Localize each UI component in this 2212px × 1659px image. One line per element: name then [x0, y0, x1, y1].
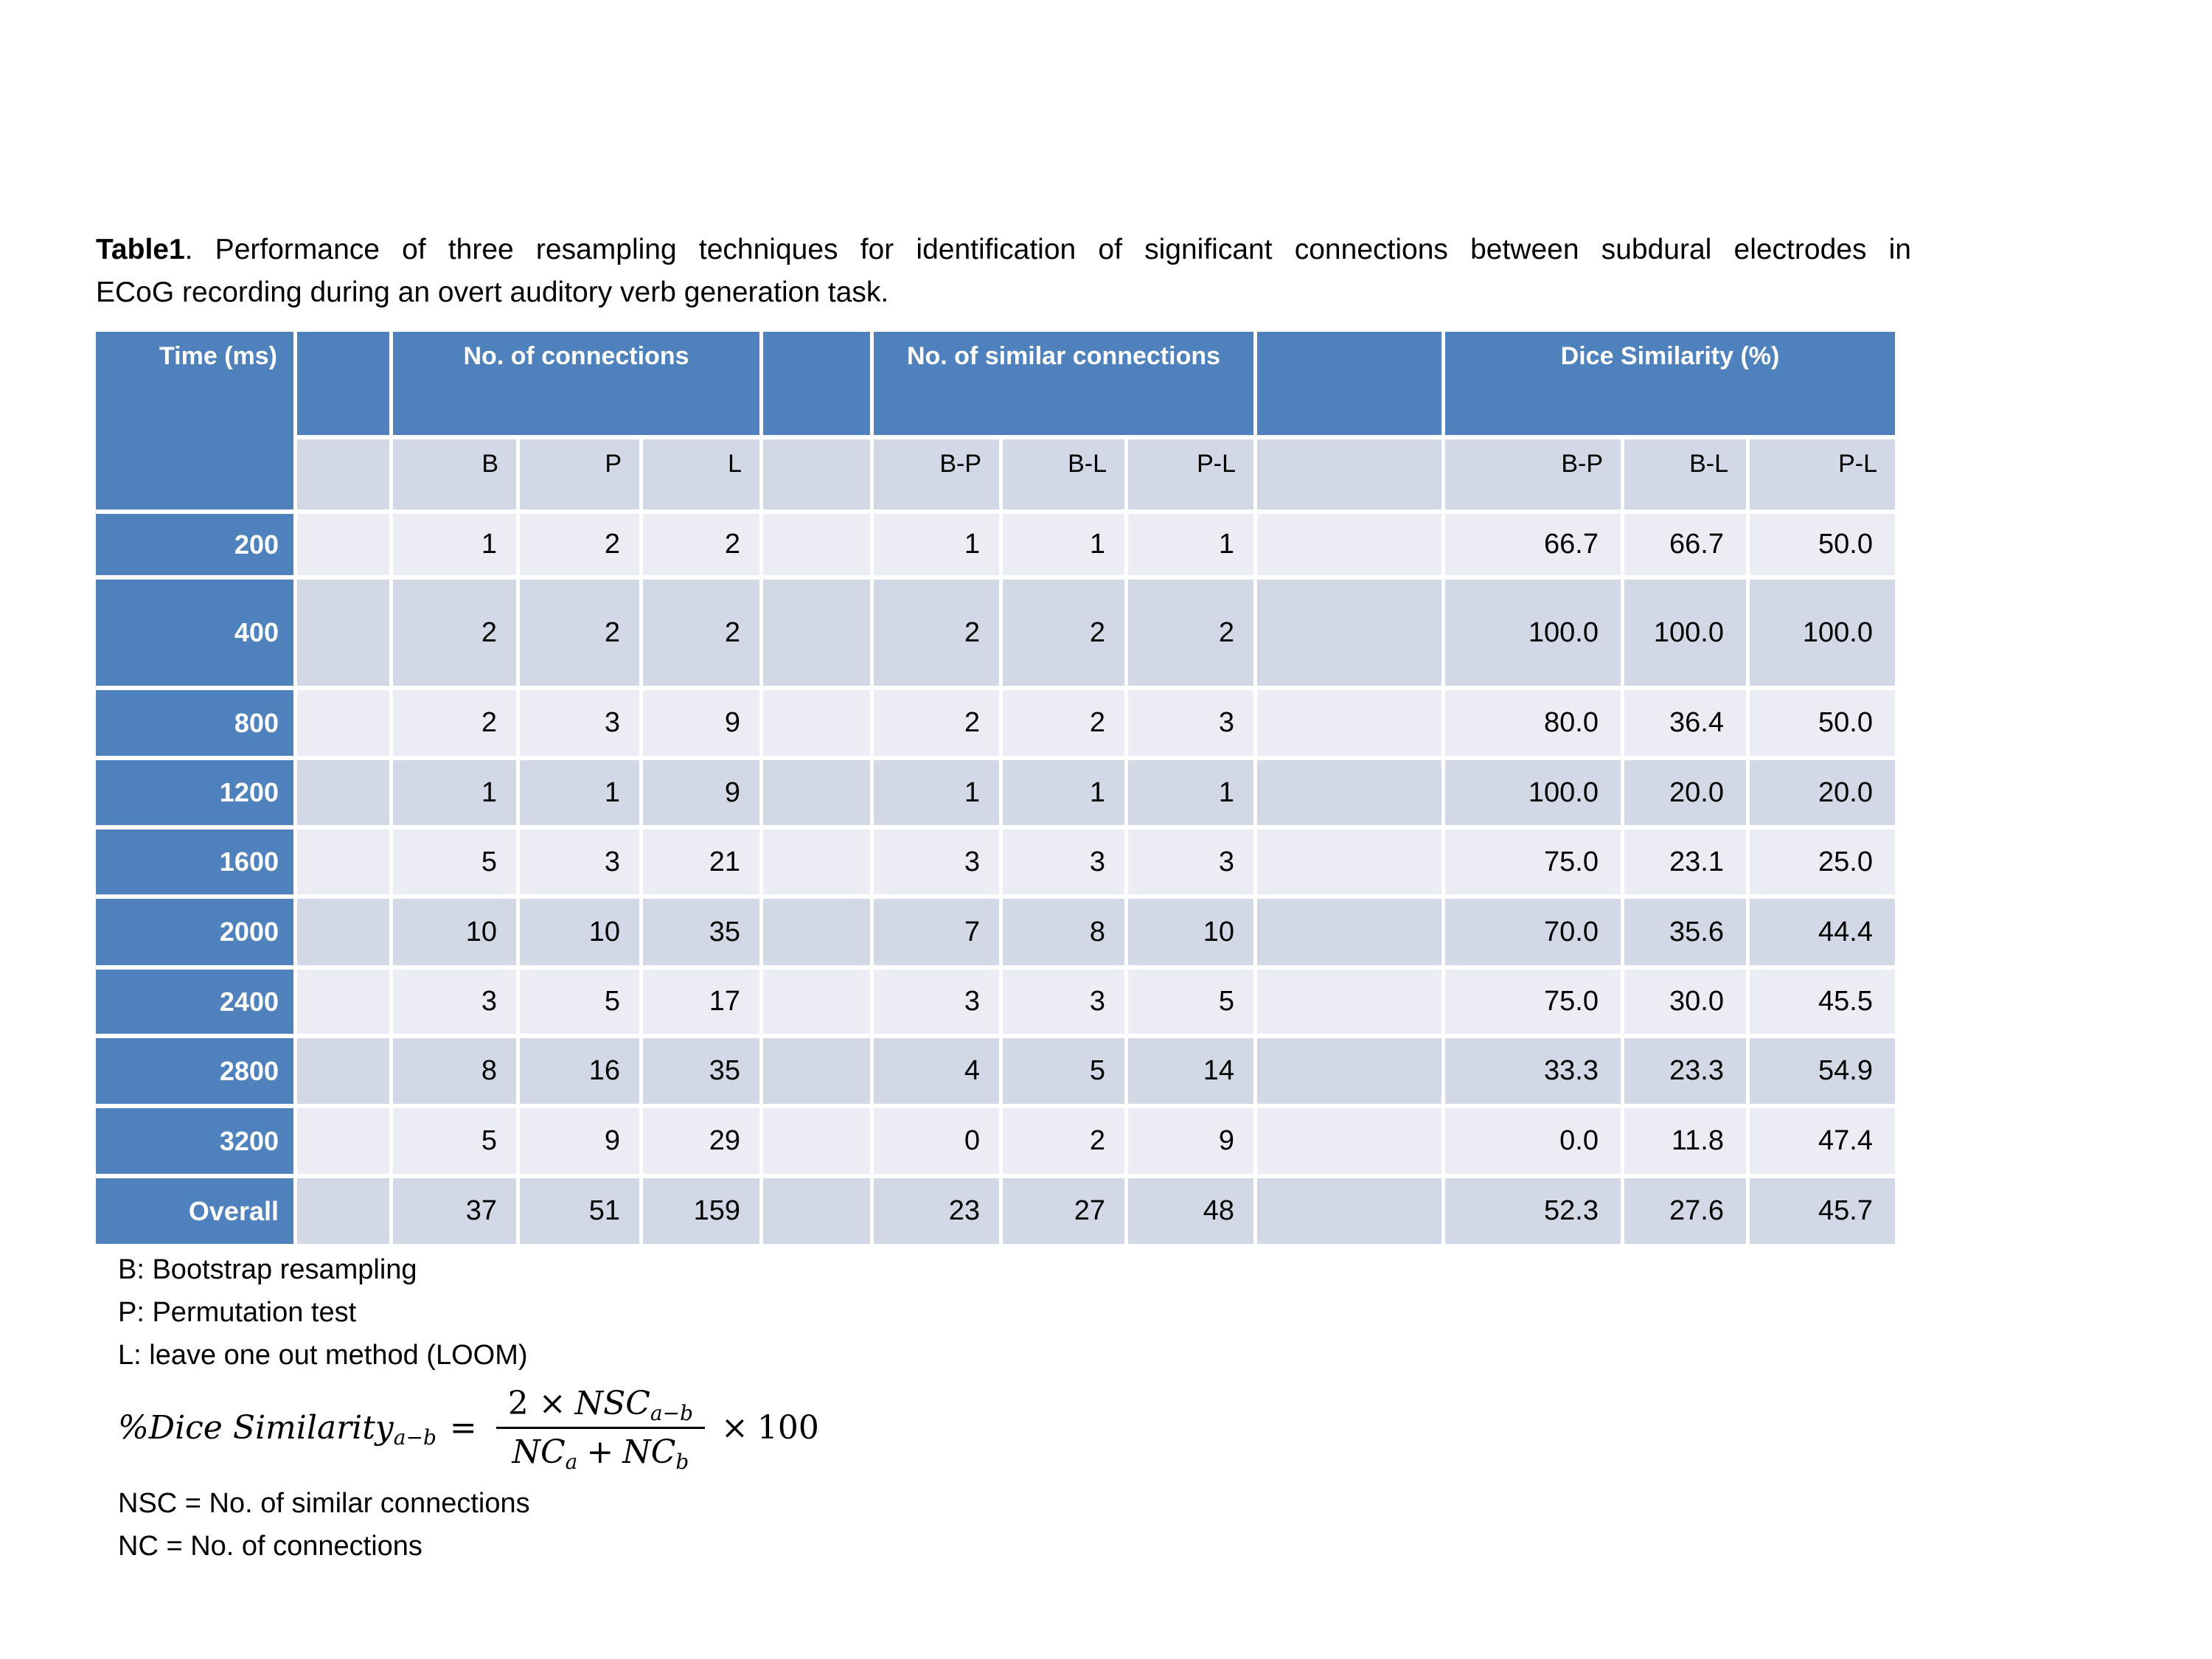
- time-cell: 200: [96, 514, 293, 575]
- subheader-dice-bl-cell: B-L: [1624, 439, 1746, 509]
- subheader-nsc-pl-cell: P-L: [1128, 439, 1253, 509]
- nc-p-cell: 51: [520, 1178, 639, 1244]
- dice-pl-cell: 100.0: [1750, 580, 1895, 686]
- time-cell: 400: [96, 580, 293, 686]
- dice-bp-cell: 80.0: [1445, 690, 1621, 756]
- spacer-cell: [297, 514, 389, 575]
- subheader-spacer-cell: [763, 439, 870, 509]
- spacer-cell: [763, 1178, 870, 1244]
- formula-numerator-coefficient: 2 ×: [507, 1385, 566, 1422]
- dice-bl-cell: 11.8: [1624, 1108, 1746, 1174]
- nc-b-cell: 2: [393, 690, 516, 756]
- note-p: P: Permutation test: [118, 1297, 357, 1328]
- dice-pl-cell: 47.4: [1750, 1108, 1895, 1174]
- nsc-bp-cell: 3: [874, 830, 999, 894]
- nsc-bl-cell: 5: [1003, 1038, 1124, 1104]
- nsc-bp-cell: 0: [874, 1108, 999, 1174]
- formula-denominator-sub2: b: [675, 1450, 689, 1474]
- formula-lhs-subscript: a−b: [393, 1425, 437, 1450]
- dice-pl-cell: 20.0: [1750, 760, 1895, 825]
- dice-pl-cell: 50.0: [1750, 690, 1895, 756]
- nc-b-cell: 37: [393, 1178, 516, 1244]
- time-cell: 800: [96, 690, 293, 756]
- caption-line1: [96, 229, 1911, 271]
- formula-numerator-subscript: a−b: [650, 1401, 693, 1425]
- nsc-pl-cell: 1: [1128, 760, 1253, 825]
- subheader-nsc-bl-cell: B-L: [1003, 439, 1124, 509]
- time-cell: 3200: [96, 1108, 293, 1174]
- spacer-cell: [297, 1038, 389, 1104]
- dice-bp-cell: 33.3: [1445, 1038, 1621, 1104]
- formula-denominator: [512, 1429, 689, 1474]
- nsc-pl-cell: 10: [1128, 899, 1253, 965]
- nsc-pl-cell: 14: [1128, 1038, 1253, 1104]
- time-cell: 2800: [96, 1038, 293, 1104]
- nsc-bl-cell: 3: [1003, 830, 1124, 894]
- dice-bp-cell: 100.0: [1445, 580, 1621, 686]
- dice-bl-cell: 35.6: [1624, 899, 1746, 965]
- dice-bp-cell: 75.0: [1445, 970, 1621, 1034]
- nsc-bl-cell: 27: [1003, 1178, 1124, 1244]
- nsc-bl-cell: 2: [1003, 580, 1124, 686]
- dice-bl-cell: 20.0: [1624, 760, 1746, 825]
- spacer-cell: [297, 899, 389, 965]
- spacer-cell: [763, 830, 870, 894]
- nsc-bp-cell: 2: [874, 690, 999, 756]
- nsc-bp-cell: 4: [874, 1038, 999, 1104]
- nc-p-cell: 5: [520, 970, 639, 1034]
- caption-line2: ECoG recording during an overt auditory verb generation task.: [96, 276, 889, 308]
- time-cell: 1200: [96, 760, 293, 825]
- spacer-cell: [1257, 899, 1441, 965]
- header-spacer-cell: [1257, 332, 1441, 435]
- caption-table-number: Table1: [96, 234, 185, 265]
- nc-l-cell: 159: [643, 1178, 759, 1244]
- nc-p-cell: 10: [520, 899, 639, 965]
- nc-b-cell: 1: [393, 514, 516, 575]
- group-header-dice-similarity: Dice Similarity (%): [1445, 332, 1895, 435]
- spacer-cell: [763, 1038, 870, 1104]
- subheader-spacer-cell: [297, 439, 389, 509]
- time-cell: 2400: [96, 970, 293, 1034]
- spacer-cell: [763, 514, 870, 575]
- formula-hundred: 100: [757, 1409, 819, 1447]
- nc-l-cell: 17: [643, 970, 759, 1034]
- dice-bp-cell: 100.0: [1445, 760, 1621, 825]
- dice-similarity-formula: [118, 1385, 819, 1474]
- nc-l-cell: 2: [643, 514, 759, 575]
- dice-bp-cell: 0.0: [1445, 1108, 1621, 1174]
- nc-p-cell: 3: [520, 830, 639, 894]
- dice-bl-cell: 100.0: [1624, 580, 1746, 686]
- nc-l-cell: 9: [643, 690, 759, 756]
- spacer-cell: [297, 970, 389, 1034]
- formula-numerator-variable: NSC: [574, 1385, 650, 1422]
- dice-pl-cell: 54.9: [1750, 1038, 1895, 1104]
- nc-l-cell: 35: [643, 1038, 759, 1104]
- spacer-cell: [297, 580, 389, 686]
- nsc-bl-cell: 2: [1003, 690, 1124, 756]
- header-spacer-cell: [297, 332, 389, 435]
- time-cell: Overall: [96, 1178, 293, 1244]
- nsc-bl-cell: 1: [1003, 514, 1124, 575]
- nsc-bp-cell: 1: [874, 760, 999, 825]
- subheader-nc-b-cell: B: [393, 439, 516, 509]
- nsc-pl-cell: 48: [1128, 1178, 1253, 1244]
- nsc-bl-cell: 8: [1003, 899, 1124, 965]
- table-caption: [96, 229, 1911, 314]
- nsc-pl-cell: 3: [1128, 830, 1253, 894]
- nc-l-cell: 2: [643, 580, 759, 686]
- subheader-spacer-cell: [1257, 439, 1441, 509]
- nsc-bp-cell: 1: [874, 514, 999, 575]
- time-cell: 1600: [96, 830, 293, 894]
- nsc-pl-cell: 2: [1128, 580, 1253, 686]
- note-b: B: Bootstrap resampling: [118, 1254, 417, 1285]
- formula-fraction: [496, 1385, 705, 1474]
- nsc-pl-cell: 9: [1128, 1108, 1253, 1174]
- nc-p-cell: 2: [520, 580, 639, 686]
- spacer-cell: [1257, 514, 1441, 575]
- note-nsc: NSC = No. of similar connections: [118, 1488, 530, 1519]
- nc-b-cell: 10: [393, 899, 516, 965]
- dice-pl-cell: 50.0: [1750, 514, 1895, 575]
- dice-bl-cell: 36.4: [1624, 690, 1746, 756]
- spacer-cell: [1257, 690, 1441, 756]
- note-nc: NC = No. of connections: [118, 1531, 422, 1562]
- nc-p-cell: 1: [520, 760, 639, 825]
- nc-b-cell: 5: [393, 1108, 516, 1174]
- nc-l-cell: 21: [643, 830, 759, 894]
- nsc-pl-cell: 5: [1128, 970, 1253, 1034]
- data-table: [96, 332, 1895, 1244]
- dice-bl-cell: 66.7: [1624, 514, 1746, 575]
- time-header-cell: Time (ms): [96, 332, 293, 509]
- formula-denominator-var1: NC: [512, 1433, 566, 1471]
- spacer-cell: [1257, 580, 1441, 686]
- formula-lhs: %Dice Similarity: [118, 1409, 394, 1447]
- dice-bl-cell: 23.1: [1624, 830, 1746, 894]
- nc-b-cell: 5: [393, 830, 516, 894]
- nsc-bl-cell: 3: [1003, 970, 1124, 1034]
- spacer-cell: [297, 1108, 389, 1174]
- spacer-cell: [1257, 970, 1441, 1034]
- spacer-cell: [763, 690, 870, 756]
- nc-p-cell: 2: [520, 514, 639, 575]
- dice-bl-cell: 30.0: [1624, 970, 1746, 1034]
- spacer-cell: [763, 1108, 870, 1174]
- abbreviation-notes: [118, 1256, 528, 1384]
- spacer-cell: [297, 830, 389, 894]
- caption-line1-text: . Performance of three resampling techniques for identification of significant connections between subdural electrodes in: [184, 234, 1911, 265]
- nc-b-cell: 1: [393, 760, 516, 825]
- nsc-bl-cell: 2: [1003, 1108, 1124, 1174]
- dice-bp-cell: 75.0: [1445, 830, 1621, 894]
- dice-pl-cell: 45.7: [1750, 1178, 1895, 1244]
- formula-times-sign: ×: [721, 1409, 748, 1447]
- nc-b-cell: 8: [393, 1038, 516, 1104]
- spacer-cell: [1257, 830, 1441, 894]
- subheader-nc-p-cell: P: [520, 439, 639, 509]
- spacer-cell: [1257, 760, 1441, 825]
- formula-denominator-sub1: a: [565, 1450, 578, 1474]
- group-header-no-of-connections: No. of connections: [393, 332, 759, 435]
- spacer-cell: [1257, 1178, 1441, 1244]
- dice-pl-cell: 45.5: [1750, 970, 1895, 1034]
- nc-p-cell: 16: [520, 1038, 639, 1104]
- nc-l-cell: 29: [643, 1108, 759, 1174]
- formula-equals: =: [449, 1409, 477, 1447]
- dice-bl-cell: 27.6: [1624, 1178, 1746, 1244]
- nc-p-cell: 3: [520, 690, 639, 756]
- nsc-pl-cell: 1: [1128, 514, 1253, 575]
- nc-l-cell: 35: [643, 899, 759, 965]
- dice-bp-cell: 66.7: [1445, 514, 1621, 575]
- nsc-bp-cell: 23: [874, 1178, 999, 1244]
- formula-denominator-operator: +: [586, 1433, 614, 1471]
- nc-b-cell: 3: [393, 970, 516, 1034]
- nc-b-cell: 2: [393, 580, 516, 686]
- formula-denominator-var2: NC: [622, 1433, 676, 1471]
- subheader-nsc-bp-cell: B-P: [874, 439, 999, 509]
- nsc-bp-cell: 2: [874, 580, 999, 686]
- spacer-cell: [297, 1178, 389, 1244]
- subheader-dice-bp-cell: B-P: [1445, 439, 1621, 509]
- spacer-cell: [297, 690, 389, 756]
- subheader-dice-pl-cell: P-L: [1750, 439, 1895, 509]
- spacer-cell: [297, 760, 389, 825]
- spacer-cell: [1257, 1108, 1441, 1174]
- header-spacer-cell: [763, 332, 870, 435]
- dice-pl-cell: 44.4: [1750, 899, 1895, 965]
- spacer-cell: [1257, 1038, 1441, 1104]
- note-l: L: leave one out method (LOOM): [118, 1340, 528, 1371]
- dice-bl-cell: 23.3: [1624, 1038, 1746, 1104]
- spacer-cell: [763, 899, 870, 965]
- dice-bp-cell: 52.3: [1445, 1178, 1621, 1244]
- definition-notes: [118, 1489, 530, 1575]
- spacer-cell: [763, 970, 870, 1034]
- nsc-bp-cell: 3: [874, 970, 999, 1034]
- nsc-bl-cell: 1: [1003, 760, 1124, 825]
- dice-pl-cell: 25.0: [1750, 830, 1895, 894]
- nsc-pl-cell: 3: [1128, 690, 1253, 756]
- nc-p-cell: 9: [520, 1108, 639, 1174]
- nc-l-cell: 9: [643, 760, 759, 825]
- dice-bp-cell: 70.0: [1445, 899, 1621, 965]
- time-cell: 2000: [96, 899, 293, 965]
- formula-multiplier: [721, 1409, 819, 1447]
- formula-numerator: [496, 1385, 705, 1429]
- spacer-cell: [763, 760, 870, 825]
- subheader-nc-l-cell: L: [643, 439, 759, 509]
- spacer-cell: [763, 580, 870, 686]
- group-header-no-of-similar-connections: No. of similar connections: [874, 332, 1253, 435]
- nsc-bp-cell: 7: [874, 899, 999, 965]
